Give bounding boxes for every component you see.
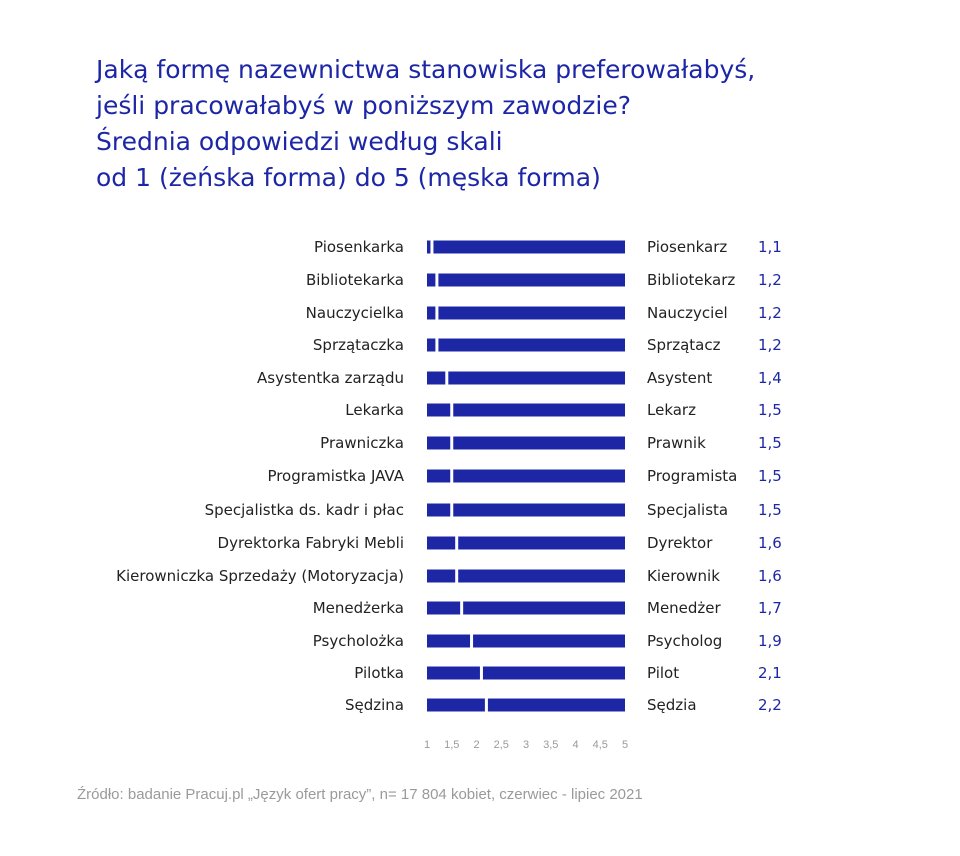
label-female: Psycholożka	[312, 632, 404, 650]
bar-track	[427, 470, 625, 483]
value-label: 1,7	[758, 599, 782, 617]
label-female: Nauczycielka	[305, 304, 404, 322]
label-female: Bibliotekarka	[306, 271, 404, 289]
bar-track	[427, 274, 625, 287]
bar-value-marker	[450, 437, 453, 450]
label-female: Menedżerka	[312, 599, 404, 617]
x-tick-label: 5	[621, 739, 629, 751]
bar-value-marker	[435, 307, 438, 320]
bar-track	[427, 699, 625, 712]
x-tick-label: 2	[473, 739, 480, 751]
value-label: 1,5	[758, 501, 782, 519]
bar-value-marker	[455, 537, 458, 550]
label-male: Sędzia	[647, 696, 697, 714]
label-male: Asystent	[647, 369, 713, 387]
x-tick-label: 3	[522, 739, 530, 751]
label-male: Kierownik	[647, 567, 720, 585]
bar-track	[427, 602, 625, 615]
title-line-4: od 1 (żeńska forma) do 5 (męska forma)	[96, 163, 601, 192]
label-male: Lekarz	[647, 401, 696, 419]
bar-track	[427, 667, 625, 680]
label-male: Nauczyciel	[647, 304, 728, 322]
bar-value-marker	[445, 372, 448, 385]
value-label: 1,9	[758, 632, 782, 650]
x-tick-label: 1,5	[444, 739, 460, 751]
label-male: Prawnik	[647, 434, 706, 452]
value-label: 2,2	[758, 696, 782, 714]
label-female: Dyrektorka Fabryki Mebli	[217, 534, 404, 552]
bar-value-marker	[435, 274, 438, 287]
bar-value-marker	[450, 504, 453, 517]
bar-track	[427, 339, 625, 352]
bar-value-marker	[460, 602, 463, 615]
title-line-1: Jaką formę nazewnictwa stanowiska preferowałabyś,	[96, 55, 756, 84]
label-male: Sprzątacz	[647, 336, 721, 354]
bar-value-marker	[455, 570, 458, 583]
label-male: Bibliotekarz	[647, 271, 736, 289]
x-tick-label: 4,5	[592, 739, 608, 751]
x-tick-label: 4	[572, 739, 579, 751]
bar-value-marker	[480, 667, 483, 680]
title-line-2: jeśli pracowałabyś w poniższym zawodzie?	[96, 91, 632, 120]
label-female: Prawniczka	[320, 434, 404, 452]
bar-value-marker	[450, 404, 453, 417]
label-male: Menedżer	[647, 599, 721, 617]
label-male: Psycholog	[647, 632, 723, 650]
value-label: 1,6	[758, 534, 782, 552]
label-male: Pilot	[647, 664, 680, 682]
label-female: Sędzina	[344, 696, 404, 714]
value-label: 1,2	[758, 271, 782, 289]
bar-track	[427, 241, 625, 254]
bar-track	[427, 635, 625, 648]
bar-track	[427, 372, 625, 385]
value-label: 2,1	[758, 664, 782, 682]
label-female: Sprzątaczka	[312, 336, 404, 354]
label-male: Programista	[647, 467, 738, 485]
label-female: Kierowniczka Sprzedaży (Motoryzacja)	[116, 567, 404, 585]
bar-track	[427, 307, 625, 320]
label-female: Lekarka	[345, 401, 404, 419]
value-label: 1,4	[758, 369, 782, 387]
value-label: 1,2	[758, 304, 782, 322]
value-label: 1,2	[758, 336, 782, 354]
bar-value-marker	[470, 635, 473, 648]
x-tick-label: 1	[423, 739, 431, 751]
label-male: Piosenkarz	[647, 238, 728, 256]
x-tick-label: 3,5	[543, 739, 559, 751]
bar-value-marker	[485, 699, 488, 712]
label-female: Pilotka	[354, 664, 404, 682]
value-label: 1,6	[758, 567, 782, 585]
label-male: Specjalista	[647, 501, 729, 519]
label-female: Programistka JAVA	[267, 467, 404, 485]
bar-value-marker	[450, 470, 453, 483]
value-label: 1,1	[758, 238, 782, 256]
bar-track	[427, 404, 625, 417]
value-label: 1,5	[758, 401, 782, 419]
bar-track	[427, 437, 625, 450]
bar-value-marker	[435, 339, 438, 352]
source-note: Źródło: badanie Pracuj.pl „Język ofert pracy”, n= 17 804 kobiet, czerwiec - lipiec 2021	[77, 786, 643, 803]
bar-value-marker	[430, 241, 433, 254]
label-female: Asystentka zarządu	[257, 369, 404, 387]
x-tick-label: 2,5	[493, 739, 509, 751]
title-line-3: Średnia odpowiedzi według skali	[96, 127, 503, 156]
value-label: 1,5	[758, 434, 782, 452]
label-female: Piosenkarka	[313, 238, 404, 256]
label-male: Dyrektor	[647, 534, 713, 552]
label-female: Specjalistka ds. kadr i płac	[204, 501, 404, 519]
value-label: 1,5	[758, 467, 782, 485]
bar-track	[427, 504, 625, 517]
